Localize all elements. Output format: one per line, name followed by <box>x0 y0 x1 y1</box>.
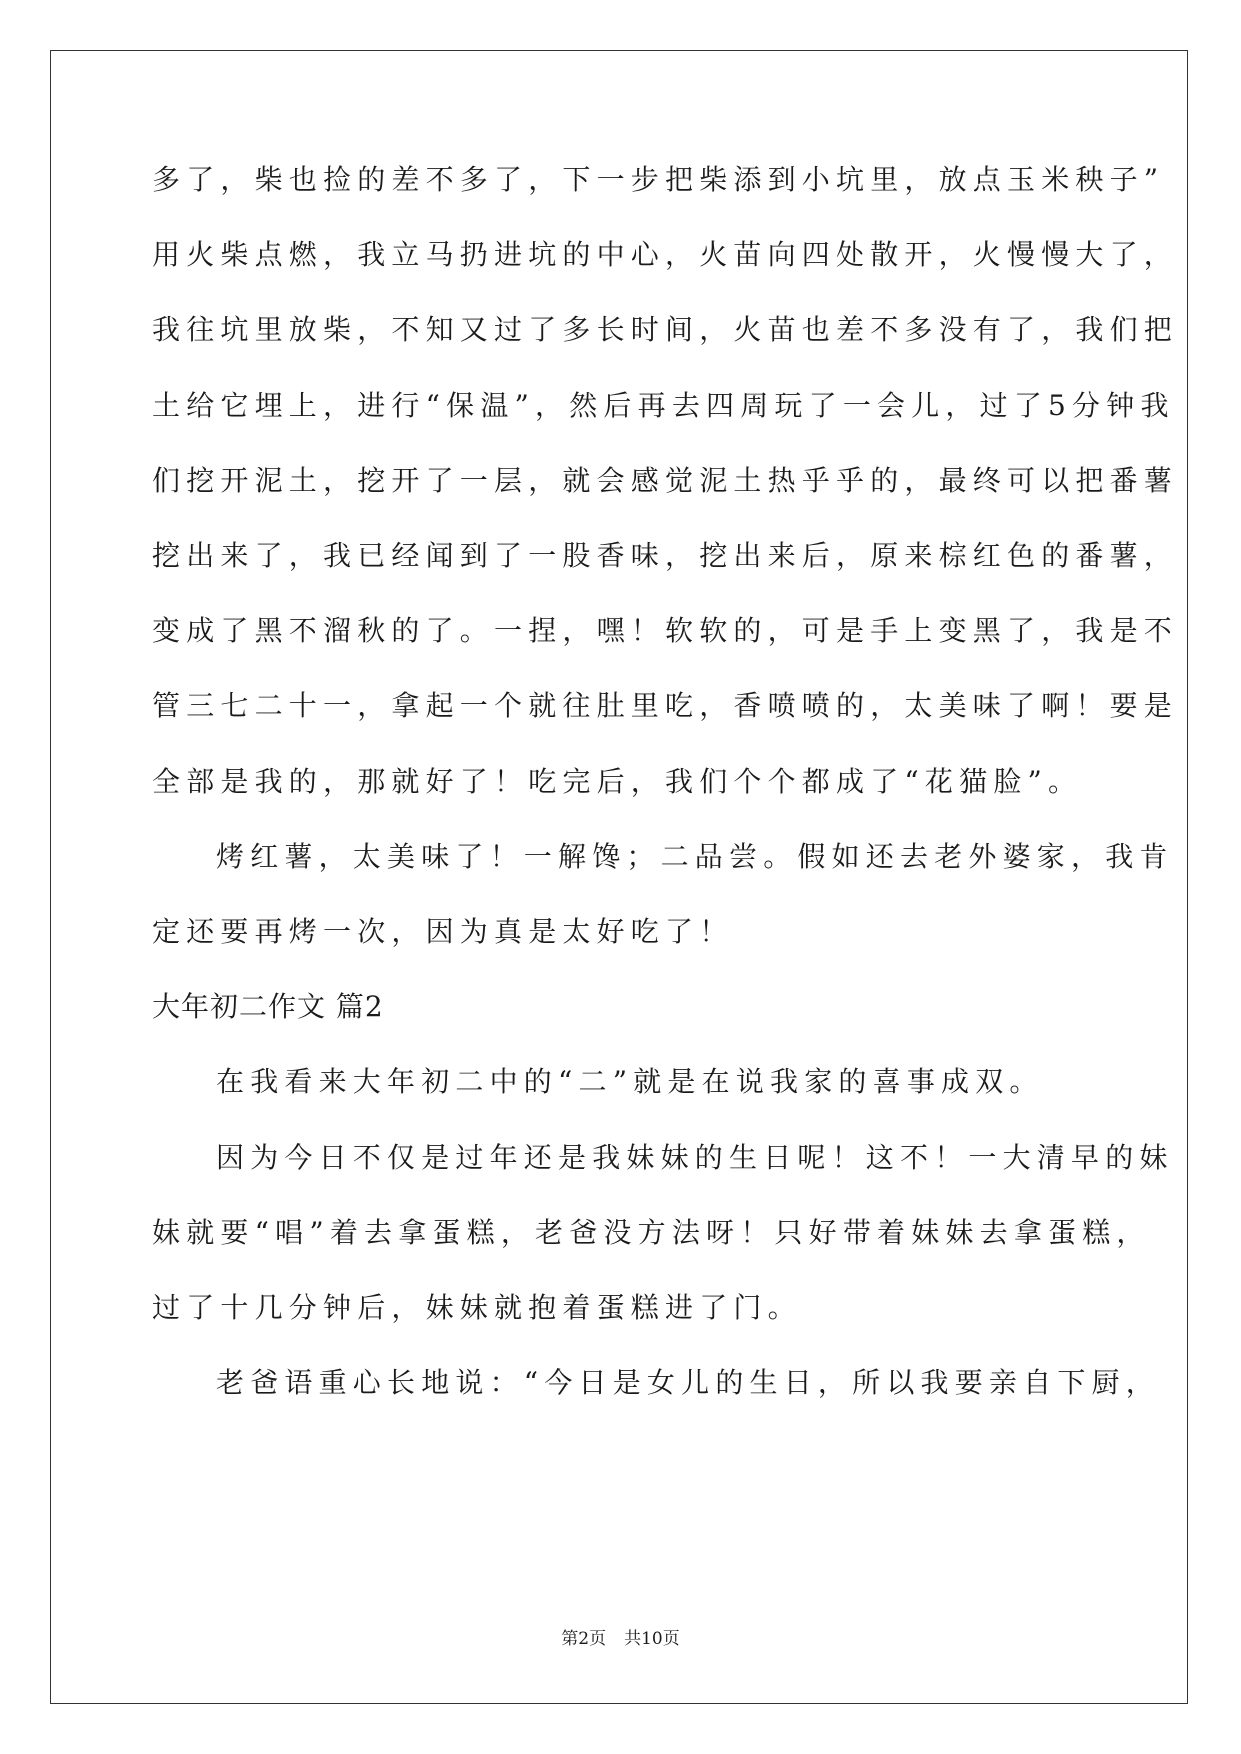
paragraph-line: 定还要再烤一次，因为真是太好吃了！ <box>152 915 734 948</box>
paragraph-line: 过了十几分钟后，妹妹就抱着蛋糕进了门。 <box>152 1291 802 1324</box>
paragraph-line: 挖出来了，我已经闻到了一股香味，挖出来后，原来棕红色的番薯， <box>152 539 1179 572</box>
paragraph-line: 在我看来大年初二中的“二”就是在说我家的喜事成双。 <box>216 1065 1044 1098</box>
page-total: 共10页 <box>624 1629 680 1649</box>
paragraph-line: 全部是我的，那就好了！吃完后，我们个个都成了“花猫脸”。 <box>152 765 1083 798</box>
page-footer <box>0 1624 1241 1649</box>
paragraph-line: 因为今日不仅是过年还是我妹妹的生日呢！这不！一大清早的妹 <box>216 1141 1174 1174</box>
paragraph-line: 们挖开泥土，挖开了一层，就会感觉泥土热乎乎的，最终可以把番薯 <box>152 464 1179 497</box>
section-heading: 大年初二作文 篇2 <box>152 990 384 1023</box>
paragraph-line: 用火柴点燃，我立马扔进坑的中心，火苗向四处散开，火慢慢大了， <box>152 238 1179 271</box>
paragraph-line: 我往坑里放柴，不知又过了多长时间，火苗也差不多没有了，我们把 <box>152 313 1179 346</box>
page-border <box>50 50 1188 1704</box>
paragraph-line: 土给它埋上，进行“保温”，然后再去四周玩了一会儿，过了5分钟我 <box>152 389 1175 422</box>
paragraph-line: 变成了黑不溜秋的了。一捏，嘿！软软的，可是手上变黑了，我是不 <box>152 614 1179 647</box>
paragraph-line: 管三七二十一，拿起一个就往肚里吃，香喷喷的，太美味了啊！要是 <box>152 689 1179 722</box>
page-number: 第2页 <box>561 1629 607 1649</box>
paragraph-line: 老爸语重心长地说：“今日是女儿的生日，所以我要亲自下厨， <box>216 1366 1160 1399</box>
paragraph-line: 妹就要“唱”着去拿蛋糕，老爸没方法呀！只好带着妹妹去拿蛋糕， <box>152 1216 1151 1249</box>
paragraph-line: 烤红薯，太美味了！一解馋；二品尝。假如还去老外婆家，我肯 <box>216 840 1174 873</box>
paragraph-line: 多了，柴也捡的差不多了，下一步把柴添到小坑里，放点玉米秧子” <box>152 163 1165 196</box>
